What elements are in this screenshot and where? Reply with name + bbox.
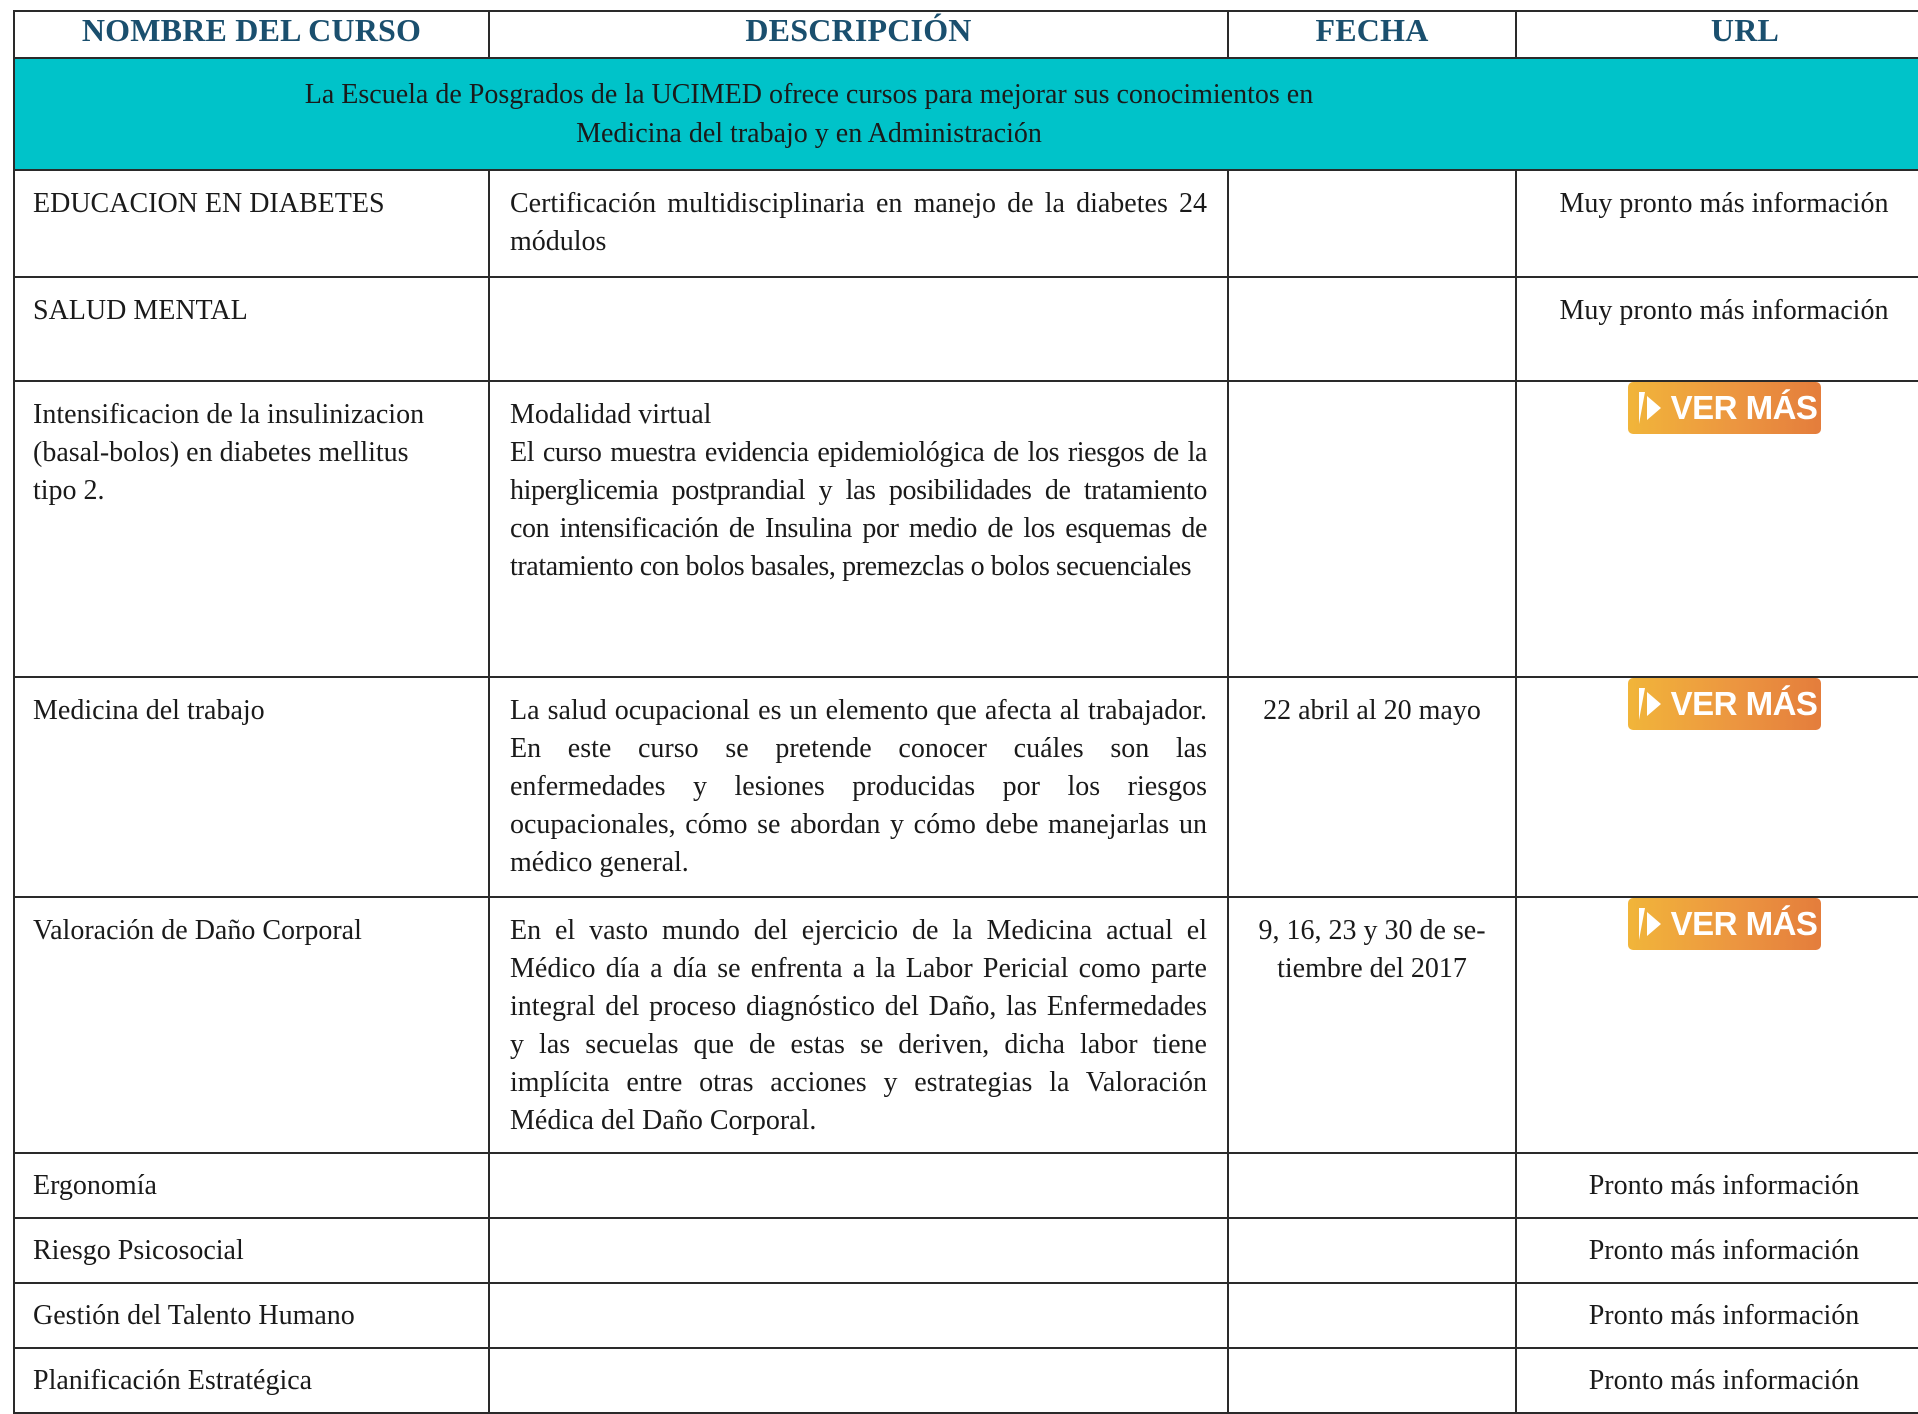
course-name-cell [14,677,489,897]
course-name: Riesgo Psicosocial [33,1234,244,1266]
course-name-cell [14,1218,489,1283]
course-name: SALUD MENTAL [33,295,248,326]
course-description-title: Modalidad virtual [510,399,712,430]
course-date-cell [1228,1218,1516,1283]
table-row [14,1218,1918,1283]
header-description: DESCRIPCIÓN [489,11,1228,58]
intro-line-2: Medicina del trabajo y en Administración [576,118,1042,149]
url-info-text: Pronto más información [1588,1169,1860,1201]
course-url-cell [1516,1283,1918,1348]
course-name: EDUCACION EN DIABETES [33,188,385,219]
course-date-cell [1228,677,1516,897]
course-description: La salud ocupacional es un elemento que afecta al trabajador. En este curso se pretende conocer cuáles son las enfermedades y lesiones producidas por los riesgos ocupacionales, cómo se abordan y cómo debe manejarlas un médico general. [510,695,1207,878]
course-description: Certificación multidisciplinaria en manejo de la diabetes 24 módulos [510,188,1207,257]
ver-mas-button[interactable] [1628,382,1821,434]
course-description-cell [489,170,1228,277]
table-row [14,1153,1918,1218]
url-info-text: Muy pronto más información [1559,188,1889,219]
intro-banner [14,58,1918,170]
course-name: Valoración de Daño Corporal [33,915,362,946]
intro-line-1: La Escuela de Posgrados de la UCIMED ofrece cursos para mejorar sus conocimientos en [304,79,1314,110]
course-description-cell [489,277,1228,381]
ver-mas-label: VER MÁS [1670,389,1818,426]
course-name-cell [14,170,489,277]
button-wrap [1517,898,1918,950]
course-date-cell [1228,1348,1516,1413]
course-description: En el vasto mundo del ejercicio de la Medicina actual el Médico día a día se enfrenta a la Labor Pericial como parte integral del proceso diagnóstico del Daño, las Enfermedades y las secuelas que de estas se deriven, dicha labor tiene implícita entre otras acciones y estrategias la Valoración Médica del Daño Corporal. [510,915,1207,1136]
ver-mas-label: VER MÁS [1670,685,1818,722]
course-date [1229,278,1515,292]
table-row [14,170,1918,277]
header-url: URL [1516,11,1918,58]
course-name-cell [14,1348,489,1413]
course-date-cell [1228,1153,1516,1218]
play-arrow-icon [1635,906,1665,942]
ver-mas-button[interactable] [1628,678,1821,730]
play-arrow-icon [1635,390,1665,426]
table-row [14,1283,1918,1348]
table-row [14,677,1918,897]
course-date [1229,171,1515,185]
course-date-cell [1228,170,1516,277]
course-name: Planificación Estratégica [33,1364,313,1396]
course-date: 22 abril al 20 mayo [1263,695,1481,726]
header-date: FECHA [1228,11,1516,58]
url-info-text: Pronto más información [1588,1364,1860,1396]
url-info-text: Pronto más información [1588,1299,1860,1331]
button-wrap [1517,678,1918,730]
course-name: Medicina del trabajo [33,695,265,726]
url-info-text: Muy pronto más información [1559,295,1889,326]
course-url-cell [1516,677,1918,897]
course-date-cell [1228,277,1516,381]
course-url-cell [1516,1348,1918,1413]
course-date: 9, 16, 23 y 30 de se- tiembre del 2017 [1258,915,1486,984]
table-row [14,897,1918,1153]
intro-row [14,58,1918,170]
course-name-cell [14,277,489,381]
course-description-cell [489,1153,1228,1218]
table-row [14,381,1918,677]
course-description-cell [489,897,1228,1153]
header-name: NOMBRE DEL CURSO [14,11,489,58]
ver-mas-button[interactable] [1628,898,1821,950]
course-description [490,278,1227,292]
course-date [1229,382,1515,396]
course-name-cell [14,381,489,677]
play-arrow-icon [1635,686,1665,722]
course-name: Ergonomía [33,1169,157,1201]
course-description-cell [489,1283,1228,1348]
ver-mas-label: VER MÁS [1670,905,1818,942]
course-description: El curso muestra evidencia epidemiológica de los riesgos de la hiperglicemia postprandial y las posibilidades de tratamiento con intensificación de Insulina por medio de los esquemas de tratamiento con bolos basales, premezclas o bolos secuenciales [510,437,1207,582]
courses-table [13,10,1918,1414]
table-row [14,277,1918,381]
course-description-cell [489,1218,1228,1283]
course-name-cell [14,1153,489,1218]
url-info-text: Pronto más información [1588,1234,1860,1266]
table-row [14,1348,1918,1413]
course-description-cell [489,677,1228,897]
course-url-cell [1516,1218,1918,1283]
button-wrap [1517,382,1918,434]
course-date-cell [1228,381,1516,677]
course-url-cell [1516,277,1918,381]
course-date-cell [1228,897,1516,1153]
course-description-cell [489,1348,1228,1413]
course-url-cell [1516,1153,1918,1218]
header-row [14,11,1918,58]
course-name: Intensificacion de la insulinizacion (basal-bolos) en diabetes mellitus tipo 2. [33,399,425,506]
course-name-cell [14,1283,489,1348]
course-url-cell [1516,170,1918,277]
course-name-cell [14,897,489,1153]
course-date-cell [1228,1283,1516,1348]
course-url-cell [1516,897,1918,1153]
course-description-cell [489,381,1228,677]
course-name: Gestión del Talento Humano [33,1299,355,1331]
course-url-cell [1516,381,1918,677]
